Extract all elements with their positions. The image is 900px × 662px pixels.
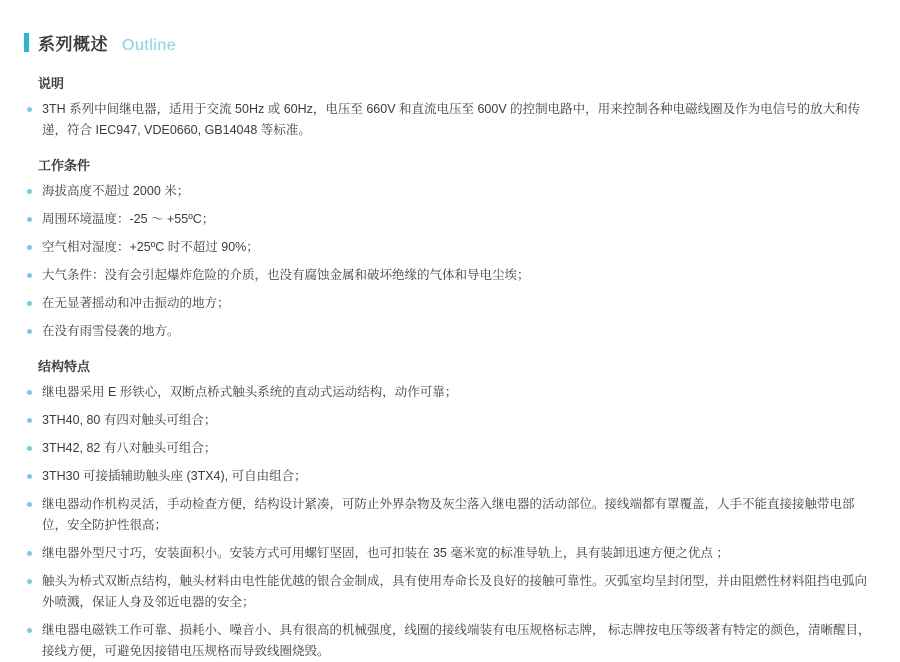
page-title-en: Outline (122, 37, 177, 54)
list-item: 触头为桥式双断点结构，触头材料由电性能优越的银合金制成，具有使用寿命长及良好的接触可靠性。灭弧室均呈封闭型，并由阻燃性材料阻挡电弧向外喷溅，保证人身及邻近电器的安全； (24, 571, 876, 613)
list-item: 3TH30 可接插辅助触头座 (3TX4), 可自由组合； (24, 466, 876, 487)
list-item: 继电器外型尺寸巧，安装面积小。安装方式可用螺钉坚固，也可扣装在 35 毫米宽的标准导轨上，具有装卸迅速方便之优点 ； (24, 543, 876, 564)
list-item: 继电器采用 E 形铁心，双断点桥式触头系统的直动式运动结构，动作可靠； (24, 382, 876, 403)
list-item: 继电器电磁铁工作可靠、损耗小、噪音小、具有很高的机械强度，线圈的接线端装有电压规格标志牌， 标志牌按电压等级著有特定的颜色，清晰醒目，接线方便，可避免因接错电压规格而导致线圈烧毁。 (24, 620, 876, 662)
section-description (24, 73, 876, 141)
page-title: 系列概述 (38, 35, 108, 54)
list-item: 大气条件：没有会引起爆炸危险的介质，也没有腐蚀金属和破坏绝缘的气体和导电尘埃； (24, 265, 876, 286)
list-item: 3TH 系列中间继电器，适用于交流 50Hz 或 60Hz，电压至 660V 和直流电压至 600V 的控制电路中，用来控制各种电磁线圈及作为电信号的放大和传递，符合 IEC947, VDE0660, GB14048 等标准。 (24, 99, 876, 141)
section-list (24, 382, 876, 662)
section-list (24, 99, 876, 141)
list-item: 在没有雨雪侵袭的地方。 (24, 321, 876, 342)
list-item: 周围环境温度：-25 ～ +55ºC； (24, 209, 876, 230)
list-item: 在无显著摇动和冲击振动的地方； (24, 293, 876, 314)
section-working-conditions (24, 155, 876, 342)
section-title: 说明 (38, 76, 65, 91)
header-accent-bar (24, 33, 29, 52)
list-item: 空气相对湿度：+25ºC 时不超过 90%； (24, 237, 876, 258)
list-item: 继电器动作机构灵活，手动检查方便，结构设计紧凑，可防止外界杂物及灰尘落入继电器的活动部位。接线端都有罩覆盖，人手不能直接接触带电部位，安全防护性很高； (24, 494, 876, 536)
section-header (24, 30, 876, 55)
section-structural-features (24, 356, 876, 662)
section-title: 结构特点 (38, 359, 91, 374)
section-title: 工作条件 (38, 158, 91, 173)
section-list (24, 181, 876, 342)
list-item: 海拔高度不超过 2000 米； (24, 181, 876, 202)
list-item: 3TH40, 80 有四对触头可组合； (24, 410, 876, 431)
list-item: 3TH42, 82 有八对触头可组合； (24, 438, 876, 459)
